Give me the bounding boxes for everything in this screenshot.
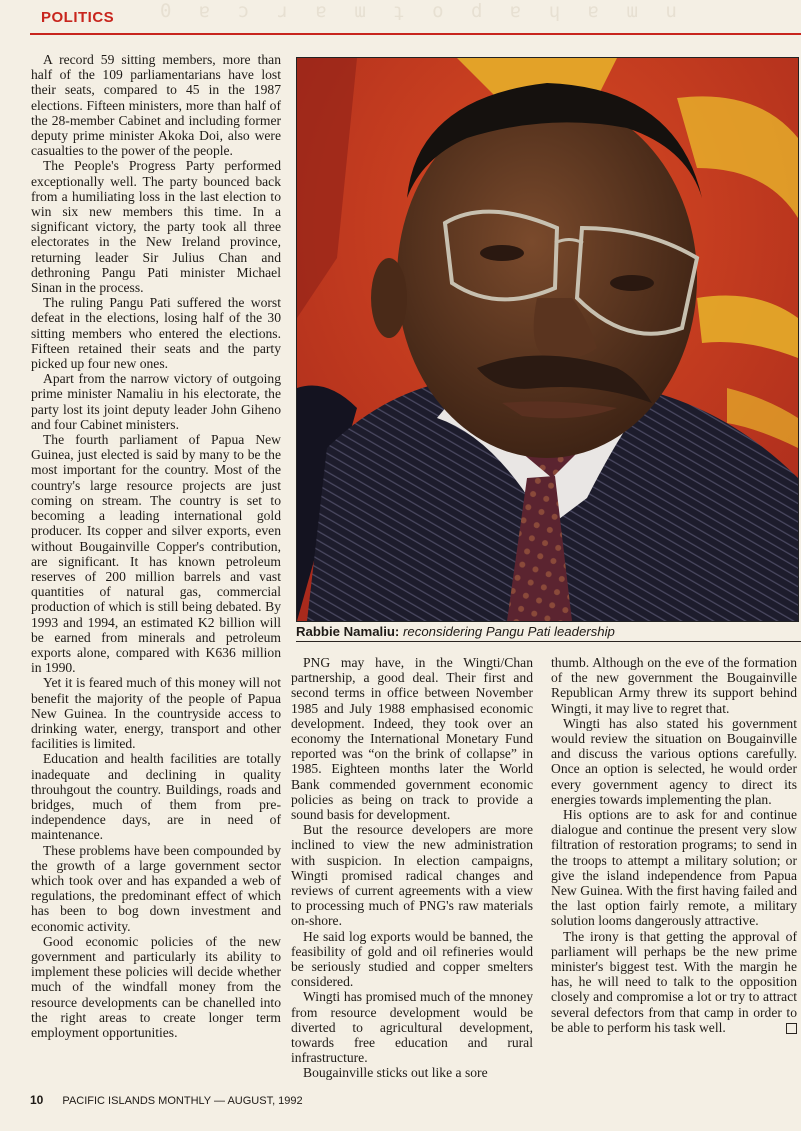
paragraph: His options are to ask for and continue dialogue and continue the present very slow filtration of restoration programs; to send in the troops to attempt a military solution; or give the island independence from Papua New Guinea. With the first having failed and the last option fairly remote, a military solution looms dangerously attractive. xyxy=(551,807,797,929)
paragraph: The People's Progress Party performed exceptionally well. The party bounced back from a humiliating loss in the last election to win six new members this time. In a significant victory, the party took all three electorates in the New Ireland province, returning leader Sir Julius Chan and dethroning Pangu Pati minister Michael Sinan in the process. xyxy=(31,158,281,296)
paragraph: Wingti has also stated his government would review the situation on Bougainville and discuss the various options carefully. Once an option is selected, he would order every government agency to direct its energies towards implementing the plan. xyxy=(551,715,797,807)
paragraph: Good economic policies of the new government and particularly its ability to implement these policies will decide whether much of the windfall money from the resource developments can be chanelled into the right areas to create longer term employment opportunities. xyxy=(31,933,281,1040)
paragraph: PNG may have, in the Wingti/Chan partnership, a good deal. Their first and second terms in office between November 1985 and July 1988 emphasised economic development. Indeed, they took over an economy the International Monetary Fund reported was “on the brink of collapse” in 1985. Eighteen months later the World Bank commended government economic policies as being on track to provide a sound basis for development. xyxy=(291,655,533,823)
paragraph: Wingti has promised much of the mnoney from resource development would be diverted to agricultural development, towards free education and rural infrastructure. xyxy=(291,989,533,1066)
article-column-1 xyxy=(31,52,281,1074)
section-rule xyxy=(30,33,801,35)
paragraph: The fourth parliament of Papua New Guinea, just elected is said by many to be the most important for the country. Most of the country's large resource projects are just coming on stream. The country is set to becoming a leading international gold producer. Its copper and silver exports, even without Bougainville Copper's contribution, are significant. It has known petroleum reserves of 200 million barrels and vast quantities of natural gas, commercial production of which is still being debated. By 1993 and 1994, an estimated K2 billion will be earned from minerals and petroleum exports alone, compared with K636 million in 1990. xyxy=(31,432,281,676)
article-column-2 xyxy=(291,655,533,1081)
paragraph: Apart from the narrow victory of outgoing prime minister Namaliu in his electorate, the party lost its joint deputy leader John Giheno and four Cabinet ministers. xyxy=(31,371,281,432)
paragraph: Education and health facilities are totally inadequate and declining in quality throuhgout the country. Buildings, roads and bridges, much of them from pre-independence days, are in need of maintenance. xyxy=(31,751,281,843)
caption-text: reconsidering Pangu Pati leadership xyxy=(403,624,615,639)
end-mark-icon xyxy=(786,1023,797,1034)
page-footer xyxy=(30,1093,303,1107)
publication-line: PACIFIC ISLANDS MONTHLY — AUGUST, 1992 xyxy=(62,1095,303,1107)
section-label: POLITICS xyxy=(41,9,115,26)
show-through-text: 0 ɐ ɔ ɹ ɐ ɯ ʇ o d ɐ ɥ ɐ ɯ u xyxy=(160,0,685,22)
portrait-photo xyxy=(296,57,799,622)
paragraph: Bougainville sticks out like a sore xyxy=(303,1065,488,1081)
caption-name: Rabbie Namaliu: xyxy=(296,624,400,639)
caption-rule xyxy=(296,641,801,642)
paragraph-final xyxy=(551,929,797,1035)
paragraph: He said log exports would be banned, the feasibility of gold and oil refineries would be seriously studied and copper smelters considered. xyxy=(291,928,533,990)
article-column-3 xyxy=(551,655,797,1075)
paragraph: The ruling Pangu Pati suffered the worst defeat in the elections, losing half of the 30 sitting members who entered the elections. Fifteen retained their seats and the party picked up four new ones. xyxy=(31,295,281,372)
paragraph: These problems have been compounded by the growth of a large government sector which took over and has expanded a web of regulations, the predominant effect of which has been to bog down investment and economic activity. xyxy=(31,842,281,934)
photo-caption xyxy=(296,624,797,639)
paragraph: But the resource developers are more inclined to view the new administration with suspicion. In election campaigns, Wingti promised radical changes and reviews of current agreements with a view to processing much of PNG's raw materials on-shore. xyxy=(291,822,533,929)
paragraph: thumb. Although on the eve of the formation of the new government the Bougainville Republican Army threw its support behind Wingti, it may live to regret that. xyxy=(551,655,797,716)
paragraph: A record 59 sitting members, more than half of the 109 parliamentarians have lost their seats, compared to 45 in the 1987 elections. Fifteen ministers, more than half of the 28-member Cabinet and including former deputy prime minister Akoka Doi, also were casualties to the power of the people. xyxy=(31,52,281,159)
paragraph: The irony is that getting the approval of parliament will perhaps be the new prime minister's biggest test. With the margin he has, he will need to talk to the opposition closely and compromise a lot or try to attract several defectors from that camp in order to be able to perform his task well. xyxy=(551,928,797,1035)
page-number: 10 xyxy=(30,1093,44,1107)
paragraph: Yet it is feared much of this money will not benefit the majority of the people of Papua New Guinea. In the countryside access to drinking water, energy, transport and other facilities is limited. xyxy=(31,675,281,752)
